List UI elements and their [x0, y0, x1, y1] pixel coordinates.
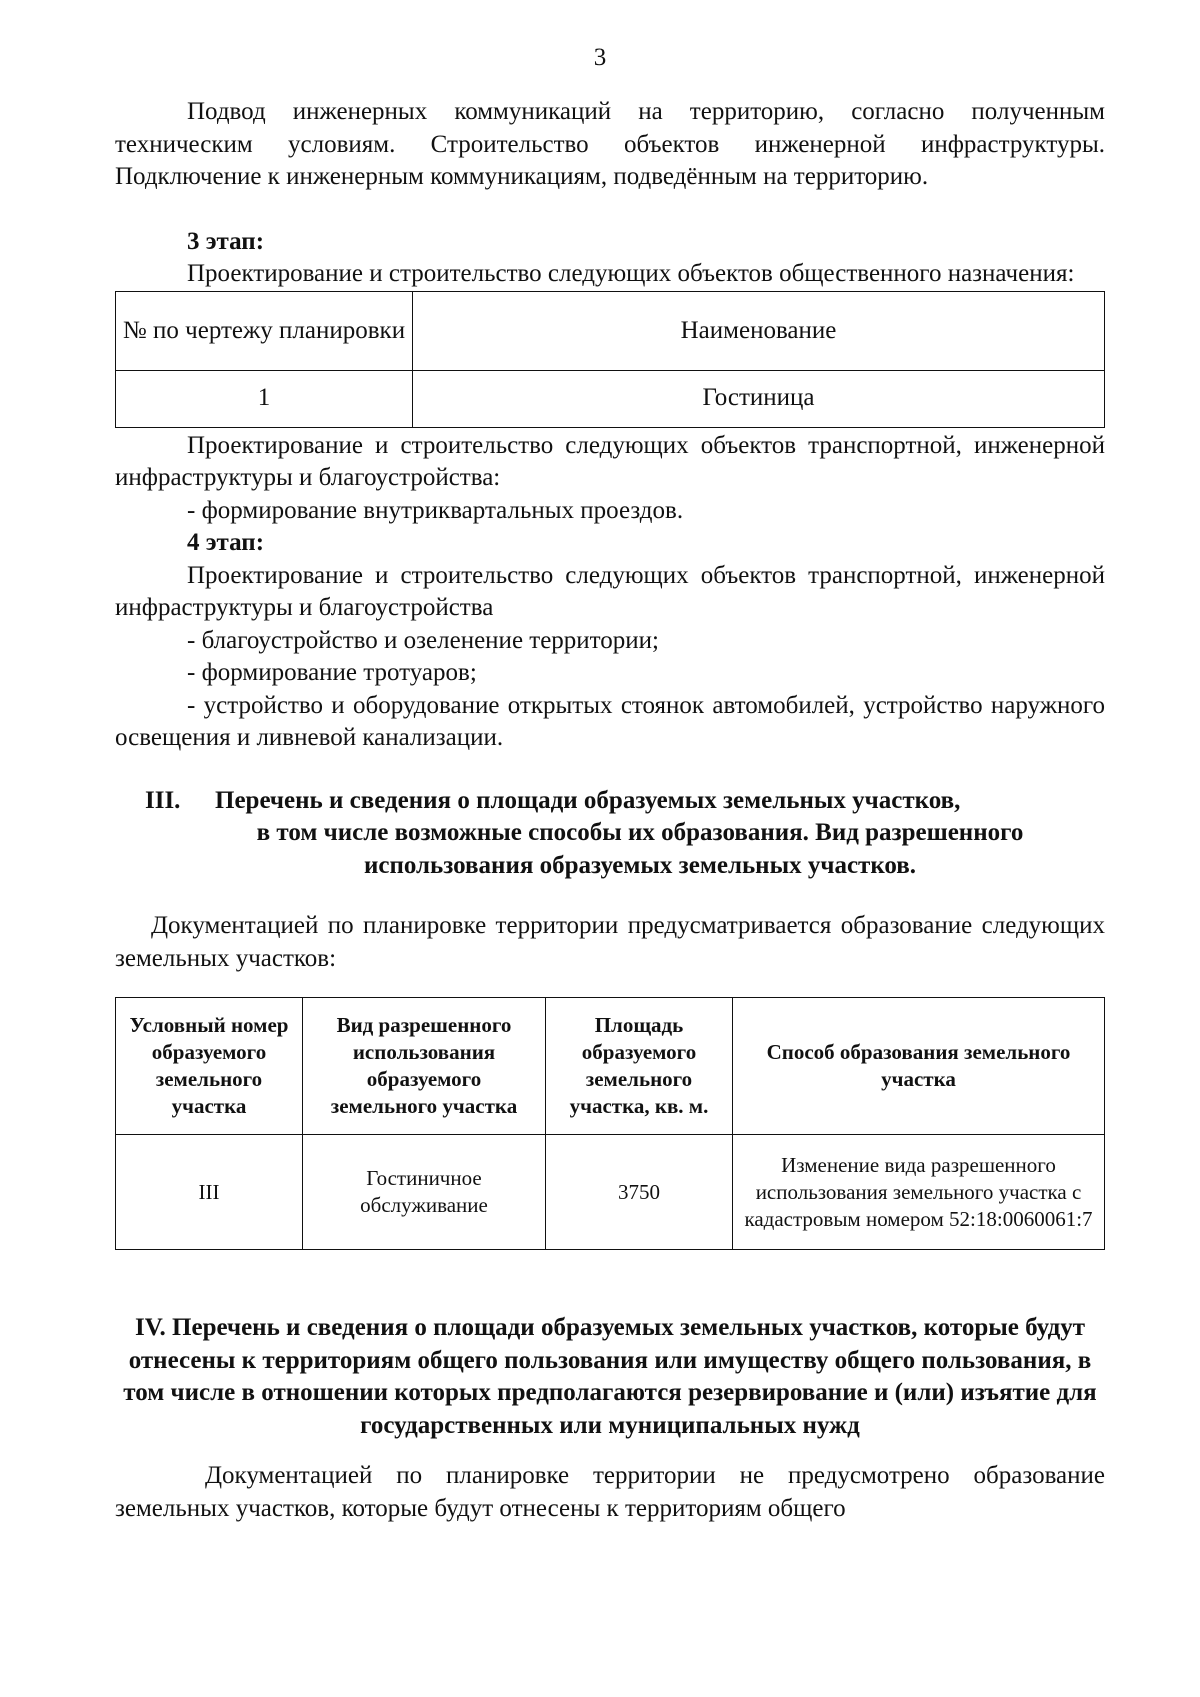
- table-cell: 3750: [546, 1135, 733, 1250]
- table-cell: Изменение вида разрешенного использования земельного участка с кадастровым номером 52:18:0060061:7: [733, 1135, 1105, 1250]
- table-header-row: [116, 998, 1105, 1135]
- table-header-cell: № по чертежу планировки: [116, 291, 413, 370]
- stage4-text: Проектирование и строительство следующих объектов транспортной, инженерной инфраструктуры и благоустройства: [115, 561, 1105, 621]
- stage3-heading: 3 этап:: [187, 227, 265, 255]
- list-item: - устройство и оборудование открытых стоянок автомобилей, устройство наружного освещения и ливневой канализации.: [115, 691, 1105, 751]
- section3-title-line: в том числе возможные способы их образования. Вид разрешенного: [256, 819, 1024, 846]
- table-header-cell: Площадь образуемого земельного участка, кв. м.: [546, 998, 733, 1135]
- table-header-cell: Условный номер образуемого земельного участка: [116, 998, 303, 1135]
- section3-table: [115, 997, 1105, 1250]
- table-header-cell: Вид разрешенного использования образуемого земельного участка: [303, 998, 546, 1135]
- section3-roman: III.: [145, 786, 181, 814]
- table-header-cell: Способ образования земельного участка: [733, 998, 1105, 1135]
- table-header-cell: Наименование: [413, 291, 1105, 370]
- section3-title-line: использования образуемых земельных участков.: [363, 851, 917, 879]
- section4-text: Документацией по планировке территории не предусмотрено образование земельных участков, которые будут отнесены к территориям общего: [115, 1462, 1105, 1522]
- list-item: - формирование тротуаров;: [187, 659, 477, 686]
- table-cell: III: [116, 1135, 303, 1250]
- document-body: [115, 96, 1105, 1525]
- table-row: [116, 370, 1105, 427]
- section4-heading: IV. Перечень и сведения о площади образуемых земельных участков, которые будут отнесены к территориям общего пользования или имуществу общего пользования, в том числе в отношении которых предполагаются резервирование и (или) изъятие для государственных или муниципальных нужд: [123, 1314, 1097, 1439]
- table-cell: Гостиничное обслуживание: [303, 1135, 546, 1250]
- section3-heading: [115, 785, 1105, 883]
- stage3-text: Проектирование и строительство следующих объектов общественного назначения:: [187, 260, 1075, 287]
- stage3-table: [115, 291, 1105, 428]
- stage4-heading: 4 этап:: [187, 529, 265, 556]
- section3-text: Документацией по планировке территории предусматривается образование следующих земельных участков:: [115, 912, 1105, 972]
- page-number: 3: [593, 44, 607, 71]
- list-item: - формирование внутриквартальных проездов.: [187, 496, 684, 524]
- table-row: [116, 1135, 1105, 1250]
- stage3-transport-text: Проектирование и строительство следующих объектов транспортной, инженерной инфраструктуры и благоустройства:: [115, 431, 1105, 491]
- table-cell: Гостиница: [413, 370, 1105, 427]
- intro-paragraph: Подвод инженерных коммуникаций на территорию, согласно полученным техническим условиям. Строительство объектов инженерной инфраструктуры. Подключение к инженерным коммуникациям, подведённым на территорию.: [115, 98, 1105, 190]
- section3-title-line: Перечень и сведения о площади образуемых земельных участков,: [215, 786, 961, 814]
- table-header-row: [116, 291, 1105, 370]
- list-item: - благоустройство и озеленение территории;: [187, 626, 659, 654]
- table-cell: 1: [116, 370, 413, 427]
